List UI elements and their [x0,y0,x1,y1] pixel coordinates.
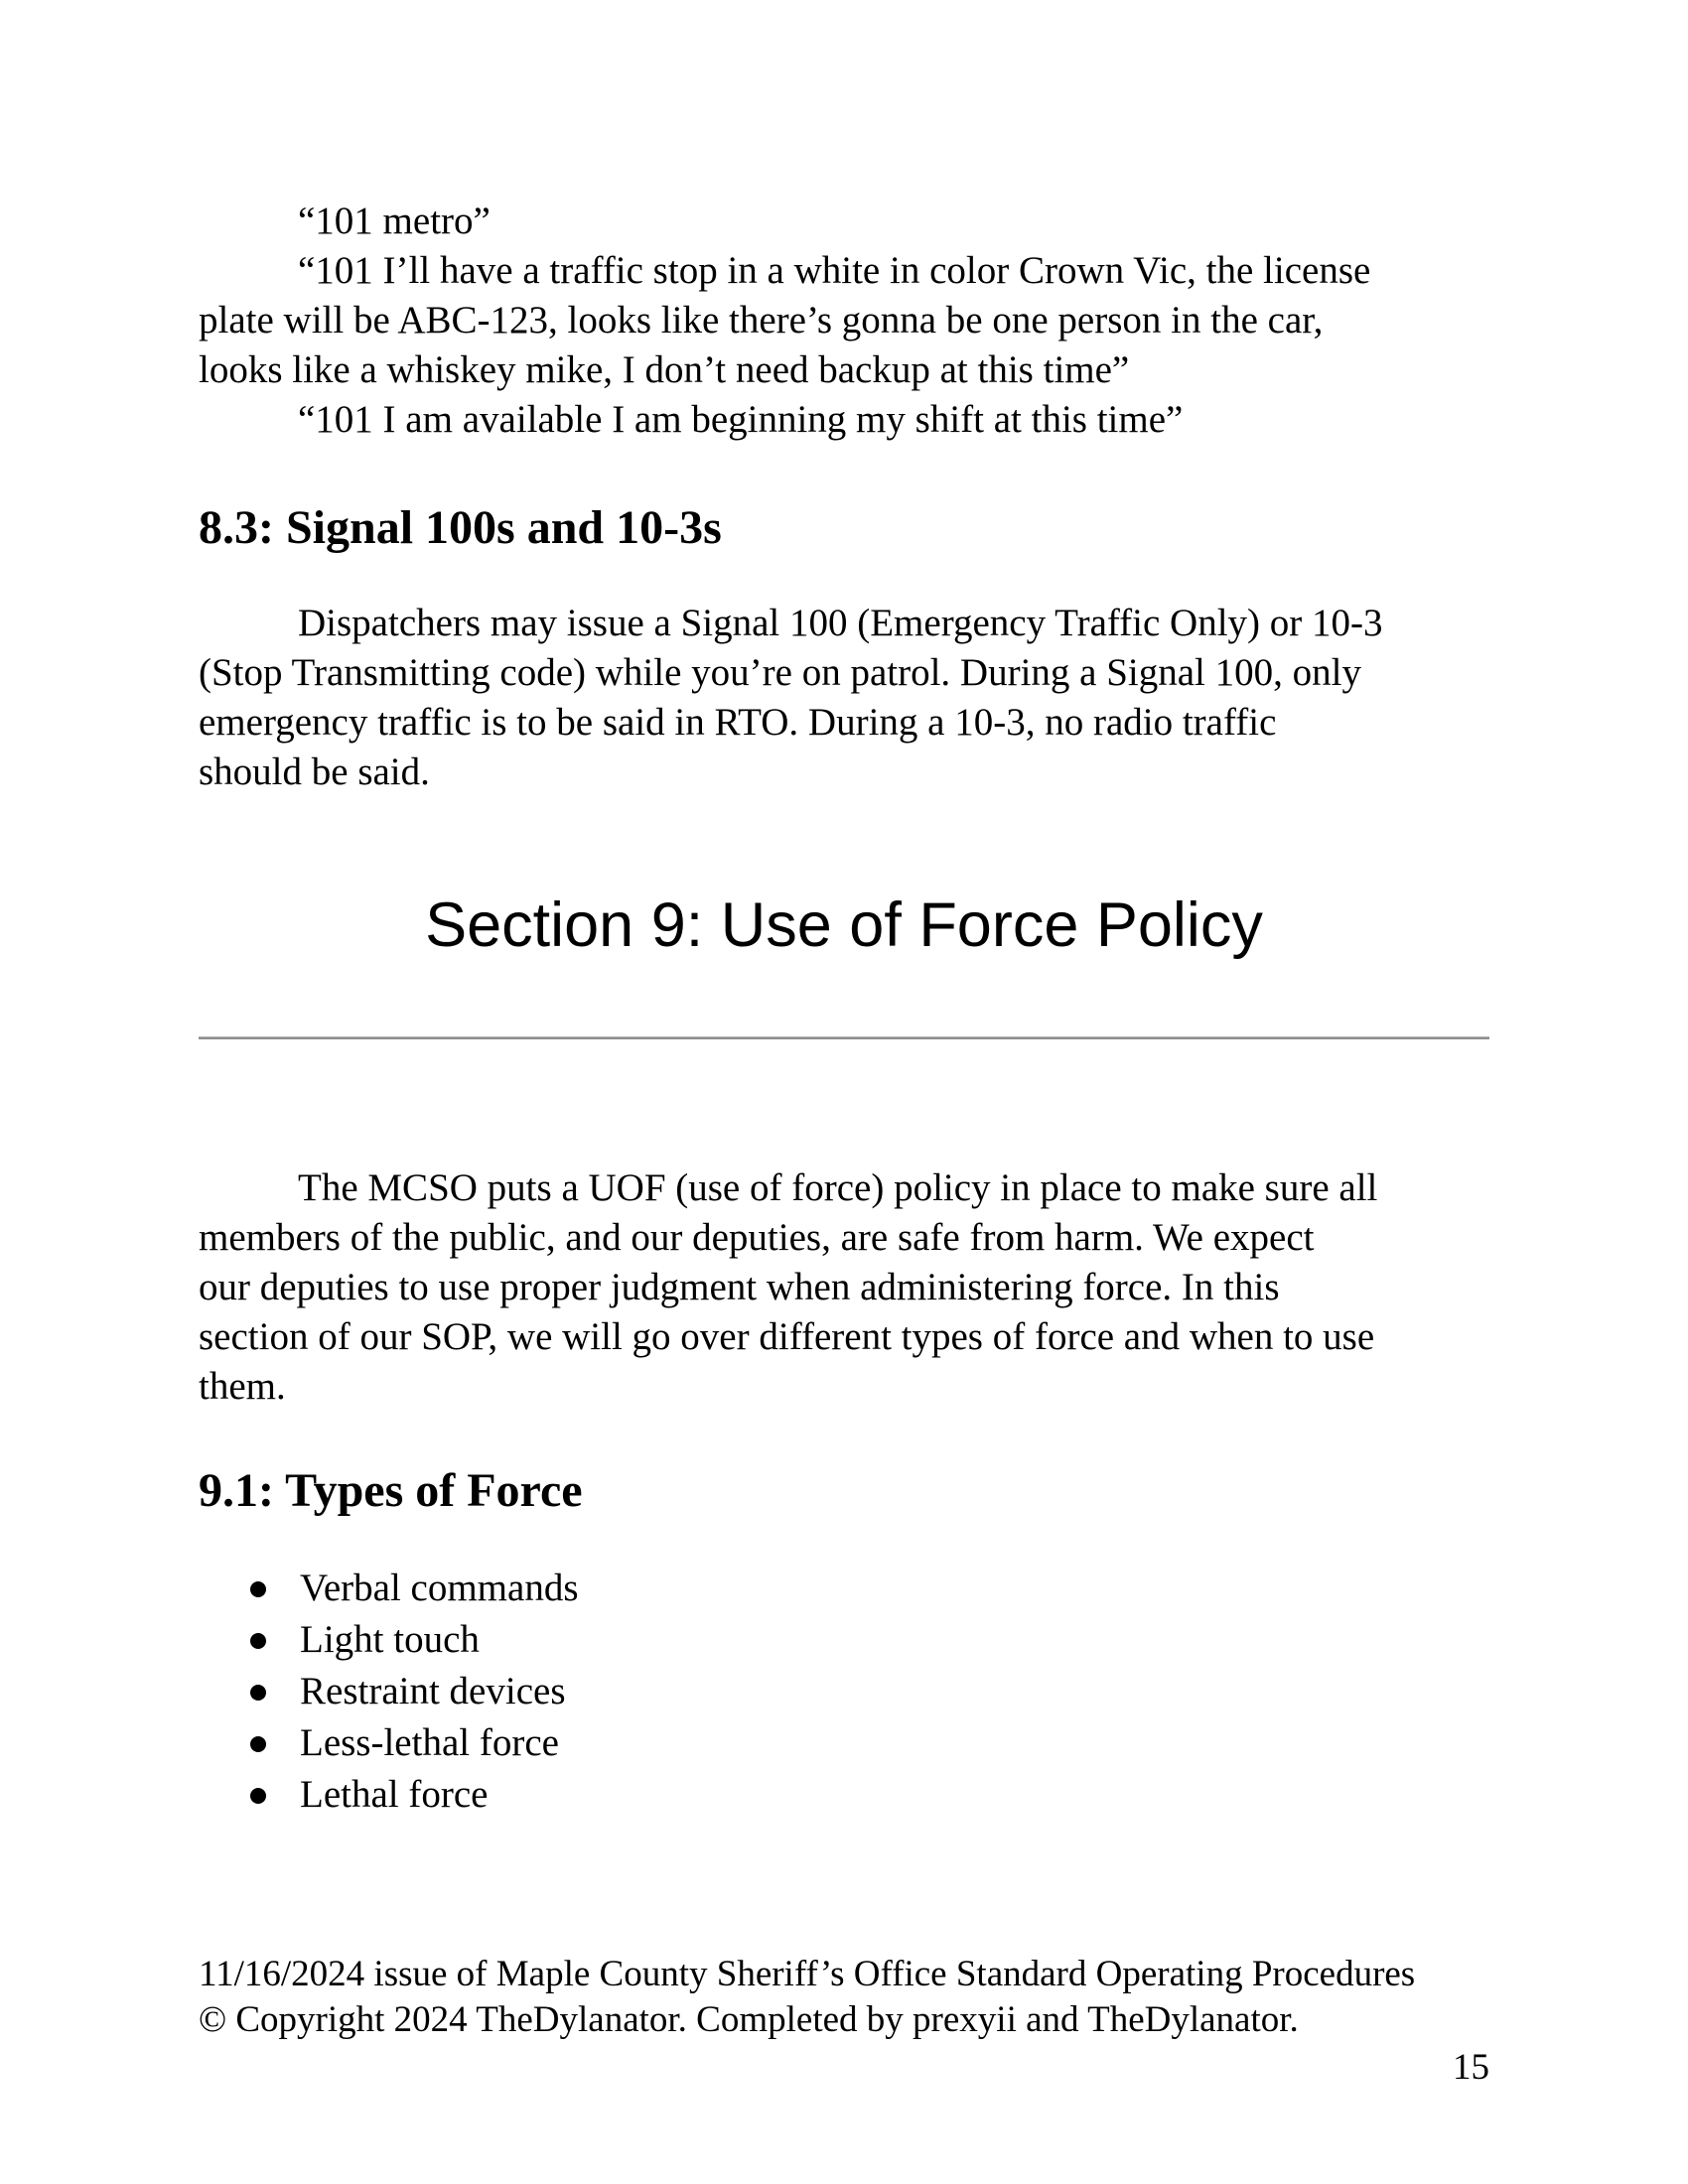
heading-9-1-types-of-force: 9.1: Types of Force [199,1464,583,1517]
quote-line: looks like a whiskey mike, I don’t need backup at this time” [199,348,1130,391]
list-item-label: Verbal commands [300,1567,579,1609]
bullet-icon [250,1633,266,1649]
list-item [199,1717,1489,1769]
list-item [199,1666,1489,1717]
paragraph-line: The MCSO puts a UOF (use of force) policy in place to make sure all [298,1166,1378,1209]
list-item [199,1614,1489,1666]
list-item-label: Light touch [300,1618,480,1661]
quote-line: “101 I’ll have a traffic stop in a white in color Crown Vic, the license [298,249,1371,292]
bullet-icon [250,1685,266,1701]
paragraph-line: our deputies to use proper judgment when administering force. In this [199,1266,1280,1308]
paragraph-line: them. [199,1365,286,1408]
force-types-list [199,1563,1489,1821]
paragraph-signal-100s [199,599,1489,797]
page-number: 15 [1453,2047,1489,2088]
paragraph-line: (Stop Transmitting code) while you’re on patrol. During a Signal 100, only [199,651,1361,694]
bullet-icon [250,1581,266,1597]
quote-line: plate will be ABC-123, looks like there’s gonna be one person in the car, [199,299,1324,341]
paragraph-line: section of our SOP, we will go over different types of force and when to use [199,1315,1375,1358]
section-9-title: Section 9: Use of Force Policy [425,890,1263,960]
radio-quote-block [199,197,1489,445]
bullet-icon [250,1736,266,1752]
footer-copyright-line: © Copyright 2024 TheDylanator. Completed by prexyii and TheDylanator. [199,1999,1299,2040]
list-item-label: Less-lethal force [300,1721,559,1764]
paragraph-line: members of the public, and our deputies, are safe from harm. We expect [199,1216,1315,1259]
paragraph-line: should be said. [199,751,430,793]
paragraph-line: emergency traffic is to be said in RTO. During a 10-3, no radio traffic [199,701,1277,744]
paragraph-line: Dispatchers may issue a Signal 100 (Emergency Traffic Only) or 10-3 [298,602,1383,644]
bullet-icon [250,1788,266,1804]
heading-8-3-signal-100s: 8.3: Signal 100s and 10-3s [199,501,722,554]
quote-line: “101 metro” [298,200,491,242]
horizontal-rule [199,1036,1489,1039]
quote-paragraph [199,395,1489,445]
list-item-label: Lethal force [300,1773,489,1816]
quote-line: “101 I am available I am beginning my shift at this time” [298,398,1184,441]
quote-paragraph [199,197,1489,246]
list-item [199,1769,1489,1821]
document-footer [199,1952,1489,2043]
quote-paragraph [199,246,1489,395]
paragraph-uof-policy [199,1163,1489,1412]
footer-issue-line: 11/16/2024 issue of Maple County Sheriff’s Office Standard Operating Procedures [199,1954,1416,1994]
list-item-label: Restraint devices [300,1670,566,1712]
list-item [199,1563,1489,1614]
